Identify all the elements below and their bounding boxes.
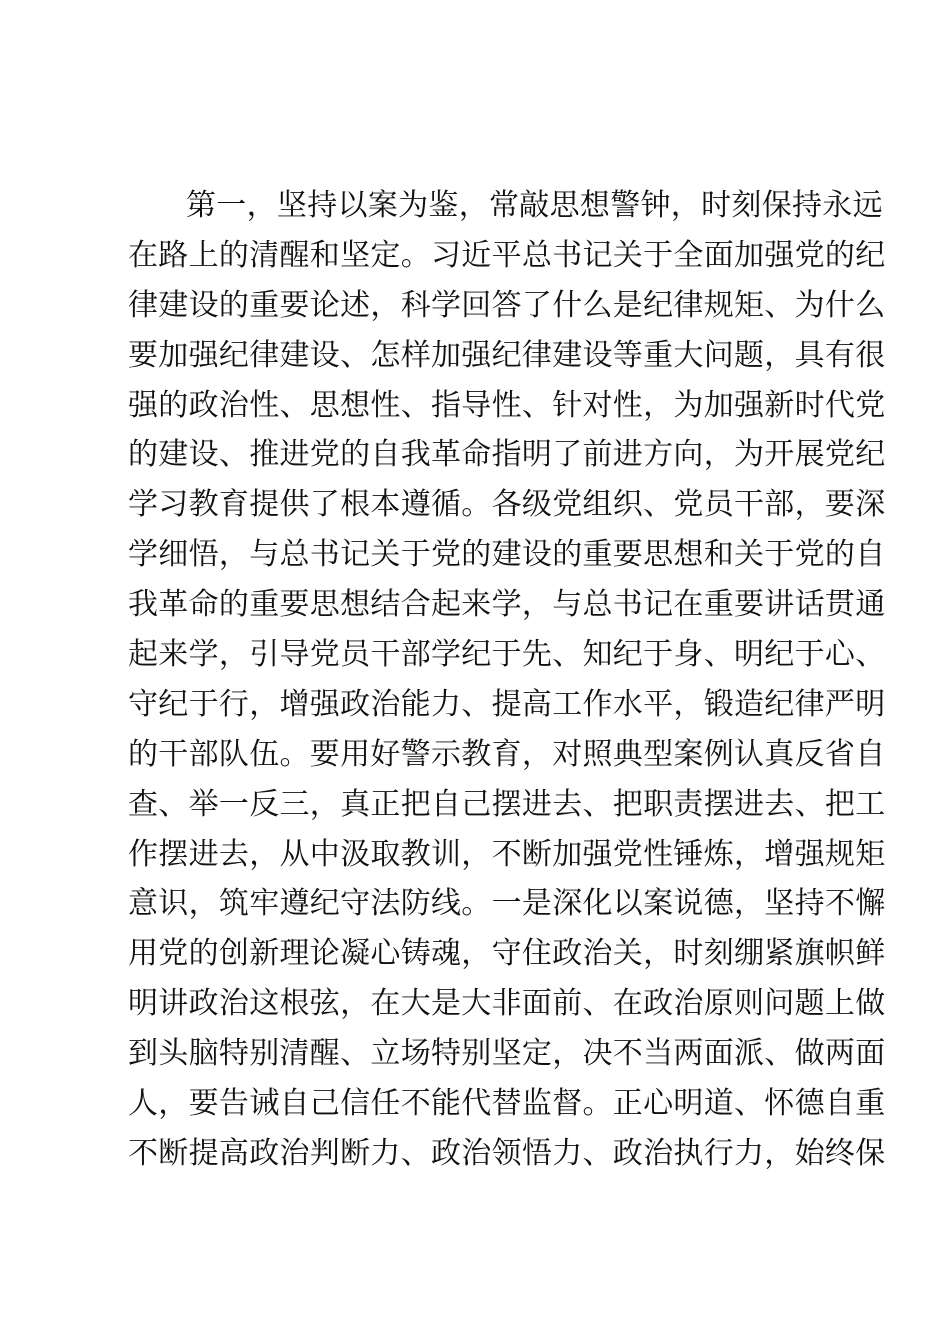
paragraph-line-6: 的建设、推进党的自我革命指明了前进方向，为开展党纪 <box>128 437 886 473</box>
paragraph-line-3: 律建设的重要论述，科学回答了什么是纪律规矩、为什么 <box>128 287 886 323</box>
paragraph-line-2: 在路上的清醒和坚定。习近平总书记关于全面加强党的纪 <box>128 237 886 273</box>
paragraph-line-4: 要加强纪律建设、怎样加强纪律建设等重大问题，具有很 <box>128 337 886 373</box>
paragraph-line-9: 我革命的重要思想结合起来学，与总书记在重要讲话贯通 <box>128 587 886 623</box>
paragraph-line-7: 学习教育提供了根本遵循。各级党组织、党员干部，要深 <box>128 487 886 523</box>
paragraph-line-12: 的干部队伍。要用好警示教育，对照典型案例认真反省自 <box>128 736 886 772</box>
paragraph-line-8: 学细悟，与总书记关于党的建设的重要思想和关于党的自 <box>128 537 886 573</box>
paragraph-line-18: 到头脑特别清醒、立场特别坚定，决不当两面派、做两面 <box>128 1036 886 1072</box>
paragraph-line-10: 起来学，引导党员干部学纪于先、知纪于身、明纪于心、 <box>128 637 886 673</box>
paragraph-line-11: 守纪于行，增强政治能力、提高工作水平，锻造纪律严明 <box>128 686 886 722</box>
paragraph-line-14: 作摆进去，从中汲取教训，不断加强党性锤炼，增强规矩 <box>128 836 886 872</box>
paragraph-line-19: 人，要告诫自己信任不能代替监督。正心明道、怀德自重 <box>128 1086 886 1122</box>
paragraph-line-5: 强的政治性、思想性、指导性、针对性，为加强新时代党 <box>128 387 886 423</box>
paragraph-line-20: 不断提高政治判断力、政治领悟力、政治执行力，始终保 <box>128 1135 886 1171</box>
body-paragraph <box>128 181 886 1179</box>
paragraph-line-17: 明讲政治这根弦，在大是大非面前、在政治原则问题上做 <box>128 986 886 1022</box>
paragraph-line-13: 查、举一反三，真正把自己摆进去、把职责摆进去、把工 <box>128 786 886 822</box>
paragraph-line-16: 用党的创新理论凝心铸魂，守住政治关，时刻绷紧旗帜鲜 <box>128 936 886 972</box>
paragraph-line-1: 第一，坚持以案为鉴，常敲思想警钟，时刻保持永远 <box>186 188 883 223</box>
paragraph-line-15: 意识，筑牢遵纪守法防线。一是深化以案说德，坚持不懈 <box>128 886 886 922</box>
